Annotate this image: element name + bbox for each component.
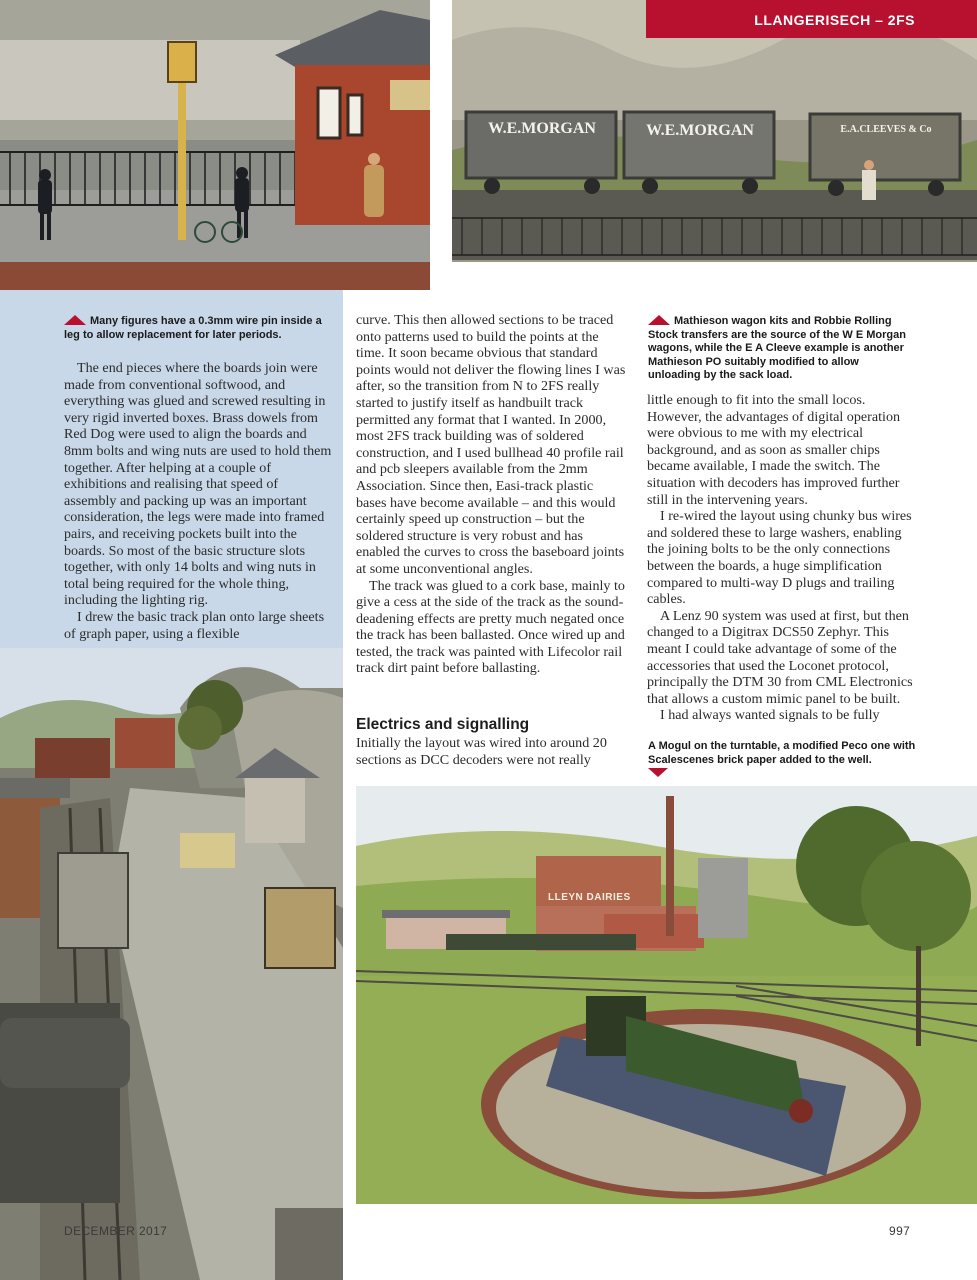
column-1-text [64, 360, 333, 642]
column-2-paragraph-3: Initially the layout was wired into around 20 sections as DCC decoders were not really [356, 735, 607, 768]
column-1-paragraph-1: The end pieces where the boards join were made from conventional softwood, and everything was glued and screwed resulting in very rigid inverted boxes. Brass dowels from Red Dog were used to align the boards and 8mm bolts and wing nuts are used to hold them together. After helping at a couple of exhibitions and realising that speed of assembly and packing up was an important consideration, the legs were made into framed pairs, and receiving pockets built into the boards. So most of the basic structure slots together, with only 14 bolts and wing nuts in total being required for the whole thing, including the lighting rig. [64, 360, 332, 609]
column-2-paragraph-2: The track was glued to a cork base, mainly to give a cess at the side of the track as the sound-deadening effects are pretty much negated once the track has been ballasted. Once wired up and tested, the track was painted with Lifecolor rail track dirt paint before ballasting. [356, 577, 625, 677]
column-3-text [647, 392, 915, 724]
photo-station-lorries [0, 648, 343, 1280]
column-3-paragraph-3: A Lenz 90 system was used at first, but then changed to a Digitrax DCS50 Zephyr. This meant I could take advantage of some of the accessories that used the Loconet protocol, principally the DTM 30 from CML Electronics that allows a custom mimic panel to be built. [647, 607, 913, 707]
column-3-paragraph-1: little enough to fit into the small locos. However, the advantages of digital operation were obvious to me with my electrical background, and as soon as smaller chips became available, I made the switch. The situation with decoders has improved further still in the intervening years. [647, 392, 901, 508]
caption-wagons: Mathieson wagon kits and Robbie Rolling Stock transfers are the source of the W E Morgan wagons, while the E A Cleeve example is another Mathieson PO suitably modified to allow unloading by the sack load. [648, 315, 906, 381]
column-3-paragraph-4: I had always wanted signals to be fully [660, 707, 880, 724]
footer-page-number: 997 [889, 1224, 911, 1238]
section-heading-electrics: Electrics and signalling [356, 716, 530, 733]
section-tag: LLANGERISECH – 2FS [646, 0, 977, 38]
column-1-paragraph-2: I drew the basic track plan onto large sheets of graph paper, using a flexible [64, 608, 325, 642]
triangle-down-icon [648, 768, 668, 777]
wagon-lettering-1: W.E.MORGAN [488, 120, 596, 137]
photo-wagons [452, 0, 977, 290]
column-2-paragraph-1: curve. This then allowed sections to be traced onto patterns used to build the points at the time. It soon became obvious that standard points would not deliver the flowing lines I was after, so the transition from N to 2FS really started to justify itself as handbuilt track permitted any format that I wanted. In 2000, most 2FS track building was of soldered construction, and I used bullhead 40 profile rail and pcb sleepers available from the 2mm Association. Since then, Easi-track plastic bases have become available – and this would certainly speed up construction – but the soldered structure is very robust and has enabled the curves to cross the baseboard joints at some unconventional angles. [356, 312, 626, 577]
caption-mogul: A Mogul on the turntable, a modified Peco one with Scalescenes brick paper added to the well. [648, 740, 916, 766]
column-2-text-after-heading [356, 735, 626, 768]
column-2-text [356, 312, 626, 677]
triangle-up-icon [64, 315, 86, 325]
dairy-sign: LLEYN DAIRIES [548, 892, 631, 903]
wagon-lettering-3: E.A.CLEEVES & Co [840, 124, 932, 135]
footer-issue: DECEMBER 2017 [64, 1224, 168, 1238]
photo-turntable [356, 786, 977, 1204]
wagon-lettering-2: W.E.MORGAN [646, 122, 754, 139]
column-3-paragraph-2: I re-wired the layout using chunky bus wires and soldered these to large washers, enabling the joining bolts to be the only connections between the boards, a huge simplification compared to multi-way D plugs and trailing cables. [647, 508, 912, 608]
caption-figures: Many figures have a 0.3mm wire pin inside a leg to allow replacement for later periods. [64, 315, 322, 341]
triangle-up-icon [648, 315, 670, 325]
photo-platform-figures [0, 0, 430, 290]
